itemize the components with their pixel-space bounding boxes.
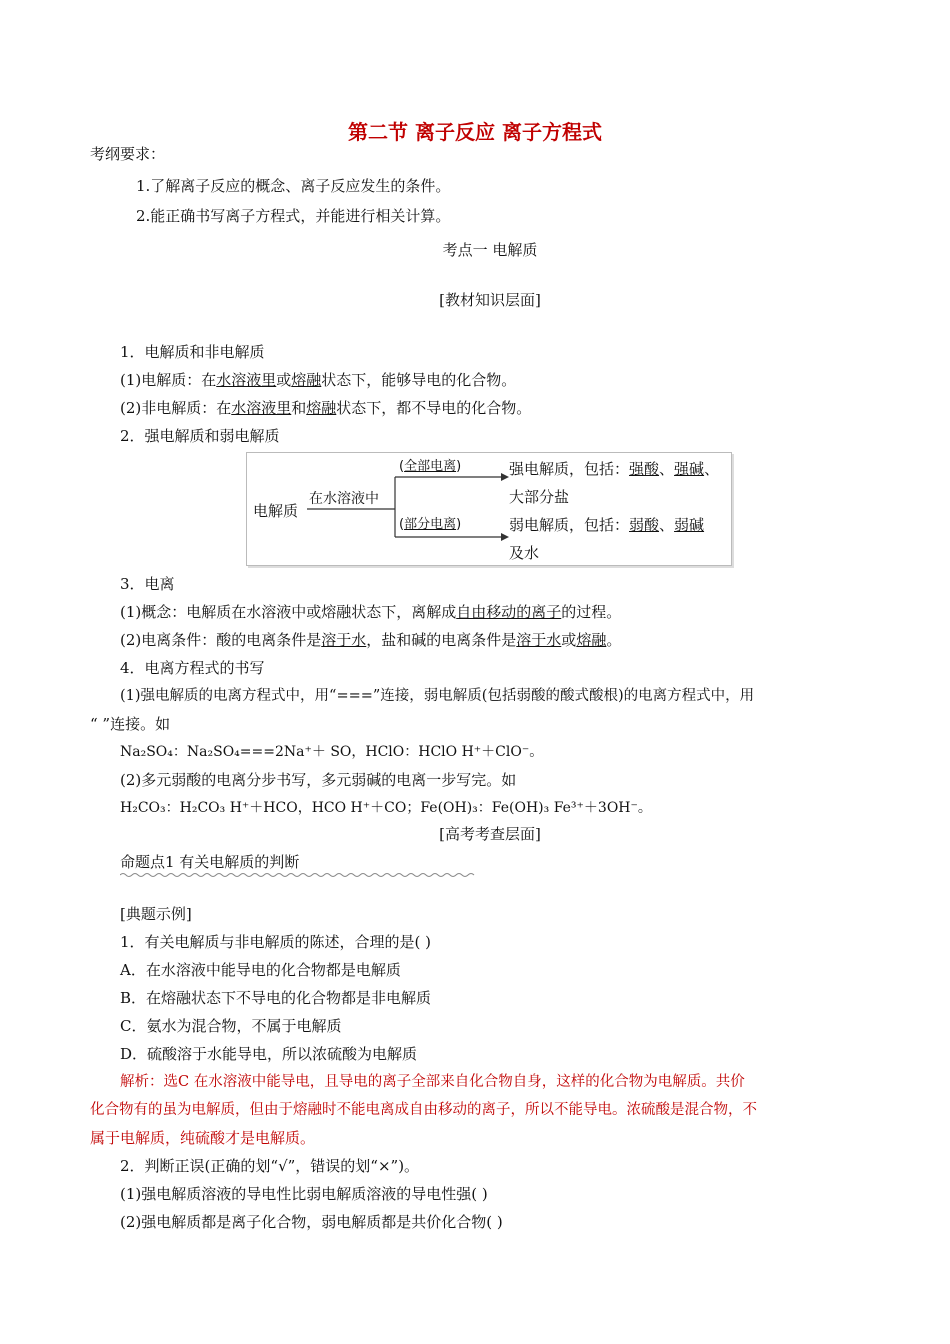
text: 、 <box>659 516 675 534</box>
ionization-equation: H₂CO₃：H₂CO₃ H⁺＋HCO，HCO H⁺＋CO；Fe(OH)₃：Fe(OH)₃ Fe³⁺＋3OH⁻。 <box>120 800 652 816</box>
diagram-strong-line2: 大部分盐 <box>509 488 570 506</box>
question-option: A．在水溶液中能导电的化合物都是电解质 <box>120 961 401 979</box>
proposition-heading: 命题点1 有关电解质的判断 <box>120 853 300 871</box>
blank-answer: 熔融 <box>576 631 607 649</box>
text: 强电解质，包括： <box>509 460 630 478</box>
text: 的过程。 <box>561 603 622 621</box>
blank-answer: 水溶液里 <box>216 371 277 389</box>
text: 状态下，能够导电的化合物。 <box>321 371 517 389</box>
answer-explanation: 属于电解质，纯硫酸才是电解质。 <box>90 1129 316 1147</box>
diagram-weak-line2: 及水 <box>509 544 540 562</box>
text: 或 <box>276 371 292 389</box>
text: 。 <box>606 631 622 649</box>
text: ) <box>456 517 462 532</box>
wavy-underline <box>120 872 476 878</box>
paragraph: (2)多元弱酸的电离分步书写，多元弱碱的电离一步写完。如 <box>120 771 517 789</box>
text: ) <box>456 459 462 474</box>
text: (2)电离条件：酸的电离条件是 <box>120 631 322 649</box>
syllabus-item: 1.了解离子反应的概念、离子反应发生的条件。 <box>136 177 451 195</box>
text: (1)概念：电解质在水溶液中或熔融状态下，离解成 <box>120 603 457 621</box>
answer-explanation: 化合物有的虽为电解质，但由于熔融时不能电离成自由移动的离子，所以不能导电。浓硫酸是混合物，不 <box>90 1102 757 1118</box>
question-option: B．在熔融状态下不导电的化合物都是非电解质 <box>120 989 432 1007</box>
answer-explanation: 解析：选C 在水溶液中能导电，且导电的离子全部来自化合物自身，这样的化合物为电解质。共价 <box>120 1074 745 1090</box>
diagram-strong-electrolyte <box>509 459 719 479</box>
text: (2)非电解质：在 <box>120 399 232 417</box>
question-option: D．硫酸溶于水能导电，所以浓硫酸为电解质 <box>120 1045 418 1063</box>
blank-answer: 部分电离 <box>404 517 457 532</box>
blank-answer: 熔融 <box>306 399 337 417</box>
question-stem: 1．有关电解质与非电解质的陈述，合理的是( ) <box>120 933 432 951</box>
blank-answer: 水溶液里 <box>231 399 292 417</box>
syllabus-heading: 考纲要求： <box>90 145 166 163</box>
blank-answer: 弱酸 <box>629 516 660 534</box>
text: 和 <box>291 399 307 417</box>
section-heading: 4．电离方程式的书写 <box>120 659 265 677</box>
blank-answer: 弱碱 <box>674 516 705 534</box>
text: ，盐和碱的电离条件是 <box>366 631 517 649</box>
text: 状态下，都不导电的化合物。 <box>336 399 532 417</box>
blank-answer: 溶于水 <box>321 631 367 649</box>
judgment-item: (1)强电解质溶液的导电性比弱电解质溶液的导电性强( ) <box>120 1185 488 1203</box>
text: ( <box>399 517 405 532</box>
blank-answer: 溶于水 <box>516 631 562 649</box>
question-stem: 2．判断正误(正确的划“√”，错误的划“×”)。 <box>120 1157 420 1175</box>
text: 弱电解质，包括： <box>509 516 630 534</box>
ionization-concept <box>120 602 621 622</box>
ionization-equation: Na₂SO₄：Na₂SO₄===2Na⁺＋ SO，HClO：HClO H⁺＋ClO⁻。 <box>120 744 544 760</box>
text: 、 <box>659 460 675 478</box>
syllabus-item: 2.能正确书写离子方程式，并能进行相关计算。 <box>136 207 451 225</box>
page-title: 第二节 离子反应 离子方程式 <box>348 120 602 144</box>
section-heading: 3．电离 <box>120 575 175 593</box>
definition-nonelectrolyte <box>120 398 531 418</box>
blank-answer: 全部电离 <box>404 459 457 474</box>
diagram-branch-label <box>399 457 461 477</box>
text: 或 <box>561 631 577 649</box>
example-tag: [典题示例] <box>120 905 192 923</box>
diagram-condition: 在水溶液中 <box>309 491 379 507</box>
diagram-branch-label <box>399 515 461 535</box>
paragraph: “ ”连接。如 <box>90 715 171 733</box>
blank-answer: 强酸 <box>629 460 660 478</box>
question-option: C．氨水为混合物，不属于电解质 <box>120 1017 342 1035</box>
text: (1)电解质：在 <box>120 371 217 389</box>
blank-answer: 熔融 <box>291 371 322 389</box>
text: ( <box>399 459 405 474</box>
text: 、 <box>704 460 720 478</box>
judgment-item: (2)强电解质都是离子化合物，弱电解质都是共价化合物( ) <box>120 1213 503 1231</box>
topic-heading: 考点一 电解质 <box>442 241 538 259</box>
blank-answer: 强碱 <box>674 460 705 478</box>
definition-electrolyte <box>120 370 516 390</box>
section-heading: 1．电解质和非电解质 <box>120 343 265 361</box>
paragraph: (1)强电解质的电离方程式中，用“===”连接，弱电解质(包括弱酸的酸式酸根)的电离方程式中，用 <box>120 688 755 704</box>
section-heading: 2．强电解质和弱电解质 <box>120 427 280 445</box>
layer-heading-textbook: [教材知识层面] <box>439 291 541 309</box>
layer-heading-exam: [高考考查层面] <box>439 825 541 843</box>
electrolyte-classification-diagram <box>246 452 732 566</box>
blank-answer: 自由移动的离子 <box>456 603 562 621</box>
ionization-conditions <box>120 630 621 650</box>
diagram-weak-electrolyte <box>509 515 704 535</box>
diagram-root: 电解质 <box>253 502 299 520</box>
